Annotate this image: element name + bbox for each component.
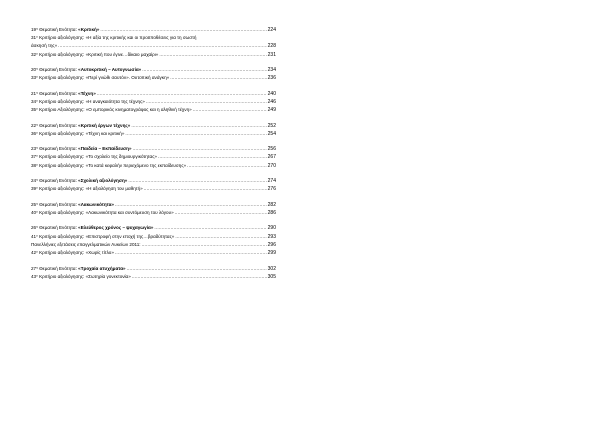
page-number: 296 (267, 241, 276, 248)
page-number: 305 (267, 273, 276, 280)
entry-text: Θεματική Ενότητα: (37, 122, 79, 128)
entry-ordinal: η (36, 66, 38, 71)
entry-number: 27 (31, 265, 37, 271)
dot-leader (125, 130, 266, 138)
dot-leader (170, 74, 266, 82)
entry-text: Κριτήριο αξιολόγησης: «Το κατά κεφαλήν περιεχόμενο της εκπαίδευσης» (37, 162, 187, 168)
page-number: 293 (267, 233, 276, 240)
entry-ordinal: ο (36, 273, 38, 278)
entry-number: 41 (31, 233, 37, 239)
dot-leader (158, 153, 267, 161)
entry-ordinal: ο (36, 106, 38, 111)
page-number: 270 (267, 162, 276, 169)
toc-entry[interactable] (31, 153, 276, 161)
entry-title (31, 162, 186, 170)
entry-ordinal: η (36, 201, 38, 206)
entry-ordinal: ο (36, 34, 38, 39)
entry-title (31, 130, 124, 138)
dot-leader (193, 106, 267, 114)
entry-ordinal: ο (36, 153, 38, 158)
toc-entry[interactable] (31, 233, 276, 241)
dot-leader (175, 209, 267, 217)
page-number: 267 (267, 154, 276, 161)
toc-entry[interactable] (31, 209, 276, 217)
entry-number: 32 (31, 51, 37, 57)
toc-entry[interactable] (31, 130, 276, 138)
toc-entry[interactable] (31, 224, 276, 232)
entry-number: 34 (31, 98, 37, 104)
entry-ordinal: ο (36, 185, 38, 190)
entry-ordinal: η (36, 177, 38, 182)
toc-group (31, 201, 276, 217)
page-number: 276 (267, 186, 276, 193)
entry-topic: «Παιδεία – Εκπαίδευση» (78, 146, 132, 152)
entry-text: Πανελλήνιες εξετάσεις επαγγελματικών Λυκείων 2011: (31, 241, 141, 247)
entry-ordinal: η (36, 224, 38, 229)
toc-entry[interactable] (31, 122, 276, 130)
toc-entry[interactable] (31, 201, 276, 209)
page-number: 231 (267, 51, 276, 58)
entry-title (31, 233, 174, 241)
entry-text: Κριτήριο αξιολόγησης: «Σωτηρία γονεκτονία» (37, 273, 131, 279)
page-number: 234 (267, 67, 276, 74)
entry-number: 38 (31, 162, 37, 168)
page-number: 252 (267, 122, 276, 129)
page-number: 240 (267, 90, 276, 97)
entry-text: Κριτήριο αξιολόγησης: «Κριτική που έγινε…δίκαιο μαχαίρι» (37, 51, 159, 57)
entry-number: 22 (31, 122, 37, 128)
page-number: 256 (267, 146, 276, 153)
entry-ordinal: η (36, 145, 38, 150)
entry-number: 19 (31, 27, 37, 32)
entry-number: 23 (31, 146, 37, 152)
toc-group (31, 66, 276, 82)
dot-leader (159, 51, 266, 59)
page-number: 249 (267, 107, 276, 114)
entry-number: 36 (31, 130, 37, 136)
entry-number: 35 (31, 107, 37, 113)
page-number: 286 (267, 209, 276, 216)
entry-text: Κριτήριο αξιολόγησης: «Επιστροφή στην εποχή της…βραδύτητας» (37, 233, 175, 239)
entry-topic: «Κριτική έργων τέχνης» (78, 122, 131, 128)
page-number: 302 (267, 265, 276, 272)
entry-number: 24 (31, 178, 37, 184)
entry-title (31, 26, 99, 34)
table-of-contents (31, 26, 276, 288)
entry-title (31, 51, 158, 59)
entry-topic: «Λακωνικότητα» (78, 201, 114, 207)
entry-topic: «Τροχαία ατυχήματα» (78, 265, 126, 271)
entry-title (31, 249, 114, 257)
entry-title (31, 241, 141, 249)
page-number: 282 (267, 201, 276, 208)
entry-title (31, 265, 126, 273)
entry-ordinal: η (36, 122, 38, 127)
toc-entry[interactable] (31, 90, 276, 98)
toc-group (31, 145, 276, 170)
entry-text: Θεματική Ενότητα: (37, 178, 79, 184)
entry-number: 40 (31, 209, 37, 215)
toc-entry[interactable] (31, 162, 276, 170)
dot-leader (58, 42, 267, 50)
dot-leader (131, 122, 266, 130)
entry-text: Κριτήριο Αξιολόγησης: «Ο εμπορικός κινηματογράφος και η αληθινή τέχνη» (37, 107, 192, 113)
entry-number: 33 (31, 75, 37, 81)
entry-topic: «Ελεύθερος χρόνος – ψυχαγωγία» (78, 225, 154, 231)
dot-leader (127, 265, 267, 273)
entry-text: Κριτήριο αξιολόγησης: «Τέχνη και κριτική» (37, 130, 125, 136)
dot-leader (100, 26, 266, 34)
page-number: 236 (267, 75, 276, 82)
entry-text: Κριτήριο αξιολόγησης: «Η αναγκαιότητα της τέχνης» (37, 98, 145, 104)
dot-leader (146, 98, 267, 106)
entry-number: 26 (31, 225, 37, 231)
entry-title (31, 224, 153, 232)
entry-number: 39 (31, 186, 37, 192)
dot-leader (142, 66, 266, 74)
toc-entry[interactable] (31, 66, 276, 74)
page-number: 228 (267, 43, 276, 50)
entry-title (31, 122, 130, 130)
toc-entry[interactable] (31, 26, 276, 34)
page-number: 224 (267, 27, 276, 33)
entry-title (31, 273, 131, 281)
entry-title (31, 201, 114, 209)
dot-leader (115, 249, 267, 257)
entry-ordinal: ο (36, 51, 38, 56)
entry-title (31, 42, 57, 50)
toc-group (31, 90, 276, 115)
toc-entry[interactable] (31, 106, 276, 114)
entry-text: Κριτήριο αξιολόγησης: «Λακωνικότητα και συντόμευση του λόγου» (37, 209, 174, 215)
toc-group (31, 122, 276, 138)
entry-title (31, 90, 96, 98)
entry-topic: «Κριτική» (78, 27, 100, 32)
entry-title (31, 209, 174, 217)
entry-number: 31 (31, 35, 37, 41)
toc-entry[interactable] (31, 185, 276, 193)
entry-text: Θεματική Ενότητα: (37, 27, 79, 32)
entry-title (31, 185, 143, 193)
entry-title (31, 98, 145, 106)
entry-number: 42 (31, 250, 37, 256)
entry-ordinal: ο (36, 233, 38, 238)
dot-leader (133, 145, 267, 153)
dot-leader (97, 90, 267, 98)
entry-number: 21 (31, 90, 37, 96)
toc-group (31, 177, 276, 193)
dot-leader (175, 233, 266, 241)
entry-text: Κριτήριο αξιολόγησης: «Το σχολείο της δημιουργικότητας» (37, 154, 157, 160)
toc-entry[interactable] (31, 177, 276, 185)
entry-number: 37 (31, 154, 37, 160)
entry-topic: «Αυτοκριτική – Αυτογνωσία» (78, 67, 142, 73)
dot-leader (115, 201, 267, 209)
toc-group (31, 265, 276, 281)
page-number: 290 (267, 225, 276, 232)
toc-entry[interactable] (31, 42, 276, 50)
entry-ordinal: ο (36, 162, 38, 167)
toc-entry[interactable] (31, 241, 276, 249)
entry-text: άσκησή της» (31, 43, 58, 49)
dot-leader (144, 185, 267, 193)
entry-ordinal: ο (36, 249, 38, 254)
page-number: 246 (267, 98, 276, 105)
entry-ordinal: ο (36, 130, 38, 135)
page-number: 254 (267, 130, 276, 137)
entry-title (31, 106, 192, 114)
toc-entry-first-line (31, 34, 276, 42)
entry-number: 20 (31, 67, 37, 73)
entry-text: Θεματική Ενότητα: (37, 225, 79, 231)
page-number: 274 (267, 178, 276, 185)
entry-ordinal: η (36, 265, 38, 269)
entry-text: Θεματική Ενότητα: (37, 67, 79, 73)
entry-ordinal: ο (36, 74, 38, 79)
page-number: 299 (267, 250, 276, 257)
entry-title-first-line: Κριτήριο αξιολόγησης: «Η αξία της κριτικής και οι προϋποθέσεις για τη σωστή (37, 35, 197, 41)
entry-ordinal: ο (36, 209, 38, 214)
dot-leader (142, 241, 267, 249)
entry-text: Κριτήριο αξιολόγησης: «Περί γνώθι σαυτόν». Ουτοπική ανάγκη» (37, 75, 170, 81)
dot-leader (187, 162, 267, 170)
entry-title (31, 66, 141, 74)
entry-ordinal: η (36, 26, 38, 31)
toc-group (31, 224, 276, 257)
toc-entry[interactable] (31, 145, 276, 153)
entry-ordinal: ο (36, 98, 38, 103)
entry-ordinal: η (36, 90, 38, 95)
toc-group (31, 26, 276, 59)
toc-entry[interactable] (31, 265, 276, 273)
entry-number: 43 (31, 273, 37, 279)
toc-entry[interactable] (31, 74, 276, 82)
entry-text: Θεματική Ενότητα: (37, 265, 79, 271)
entry-text: Θεματική Ενότητα: (37, 90, 79, 96)
toc-entry[interactable] (31, 249, 276, 257)
entry-title (31, 177, 127, 185)
entry-text: Θεματική Ενότητα: (37, 146, 79, 152)
toc-entry[interactable] (31, 98, 276, 106)
toc-entry[interactable] (31, 51, 276, 59)
dot-leader (132, 273, 267, 281)
entry-text: Θεματική Ενότητα: (37, 201, 79, 207)
entry-title (31, 145, 132, 153)
entry-topic: «Τέχνη» (78, 90, 96, 96)
dot-leader (128, 177, 266, 185)
entry-title (31, 74, 169, 82)
toc-entry[interactable] (31, 273, 276, 281)
entry-topic: «Σχολική αξιολόγηση» (78, 178, 128, 184)
entry-text: Κριτήριο αξιολόγησης: «Χωρίς τίτλο» (37, 250, 114, 256)
entry-number: 25 (31, 201, 37, 207)
dot-leader (154, 224, 266, 232)
entry-text: Κριτήριο αξιολόγησης: «Η αξιολόγηση του μαθητή» (37, 186, 143, 192)
entry-title (31, 153, 157, 161)
